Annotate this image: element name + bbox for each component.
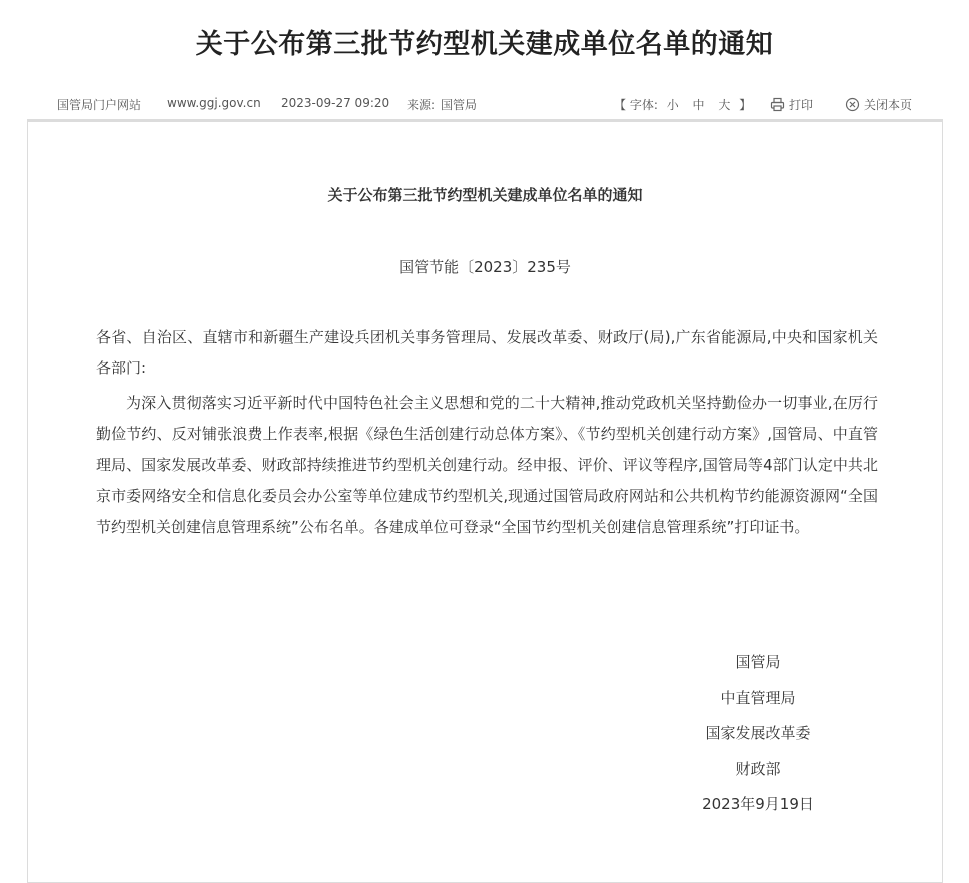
meta-site-name: 国管局门户网站	[57, 98, 142, 112]
print-button[interactable]	[770, 96, 813, 115]
meta-publish-datetime: 2023-09-27 09:20	[281, 96, 390, 110]
font-size-control	[614, 96, 751, 113]
close-page-label: 关闭本页	[864, 98, 913, 112]
close-page-button[interactable]	[845, 96, 912, 115]
font-size-bracket-close: 】	[739, 98, 752, 112]
signatory: 国管局	[735, 653, 781, 671]
printer-icon	[770, 97, 785, 115]
meta-source	[407, 96, 477, 113]
signatory: 中直管理局	[720, 688, 796, 707]
document-date: 2023年9月19日	[702, 795, 814, 813]
meta-site-url: www.ggj.gov.cn	[167, 96, 261, 110]
meta-bar	[57, 96, 927, 112]
font-size-small-button[interactable]: 小	[666, 98, 679, 112]
meta-source-value: 国管局	[441, 98, 478, 112]
document-paragraph: 为深入贯彻落实习近平新时代中国特色社会主义思想和党的二十大精神,推动党政机关坚持勤俭办一切事业,在厉行勤俭节约、反对铺张浪费上作表率,根据《绿色生活创建行动总体方案》、《节约型机关创建行动方案》,国管局、中直管理局、国家发展改革委、财政部持续推进节约型机关创建行动。经申报、评价、评议等程序,国管局等4部门认定中共北京市委网络安全和信息化委员会办公室等单位建成节约型机关,现通过国管局政府网站和公共机构节约能源资源网“全国节约型机关创建信息管理系统”公布名单。各建成单位可登录“全国节约型机关创建信息管理系统”打印证书。	[96, 394, 878, 536]
signatory: 财政部	[735, 759, 781, 778]
article-frame	[27, 119, 943, 883]
document-body	[96, 322, 878, 543]
document-salutation: 各省、自治区、直辖市和新疆生产建设兵团机关事务管理局、发展改革委、财政厅(局),广东省能源局,中央和国家机关各部门:	[96, 328, 878, 377]
document-title: 关于公布第三批节约型机关建成单位名单的通知	[327, 186, 643, 204]
signature-block	[678, 649, 838, 827]
print-label: 打印	[789, 98, 814, 112]
font-size-label: 【 字体:	[614, 98, 658, 112]
close-circle-icon	[845, 97, 860, 115]
meta-source-label: 来源:	[407, 98, 436, 112]
font-size-large-button[interactable]: 大	[718, 98, 731, 112]
font-size-medium-button[interactable]: 中	[692, 98, 705, 112]
signatory: 国家发展改革委	[705, 724, 811, 742]
page-title: 关于公布第三批节约型机关建成单位名单的通知	[195, 29, 774, 60]
document-number: 国管节能〔2023〕235号	[399, 258, 571, 276]
